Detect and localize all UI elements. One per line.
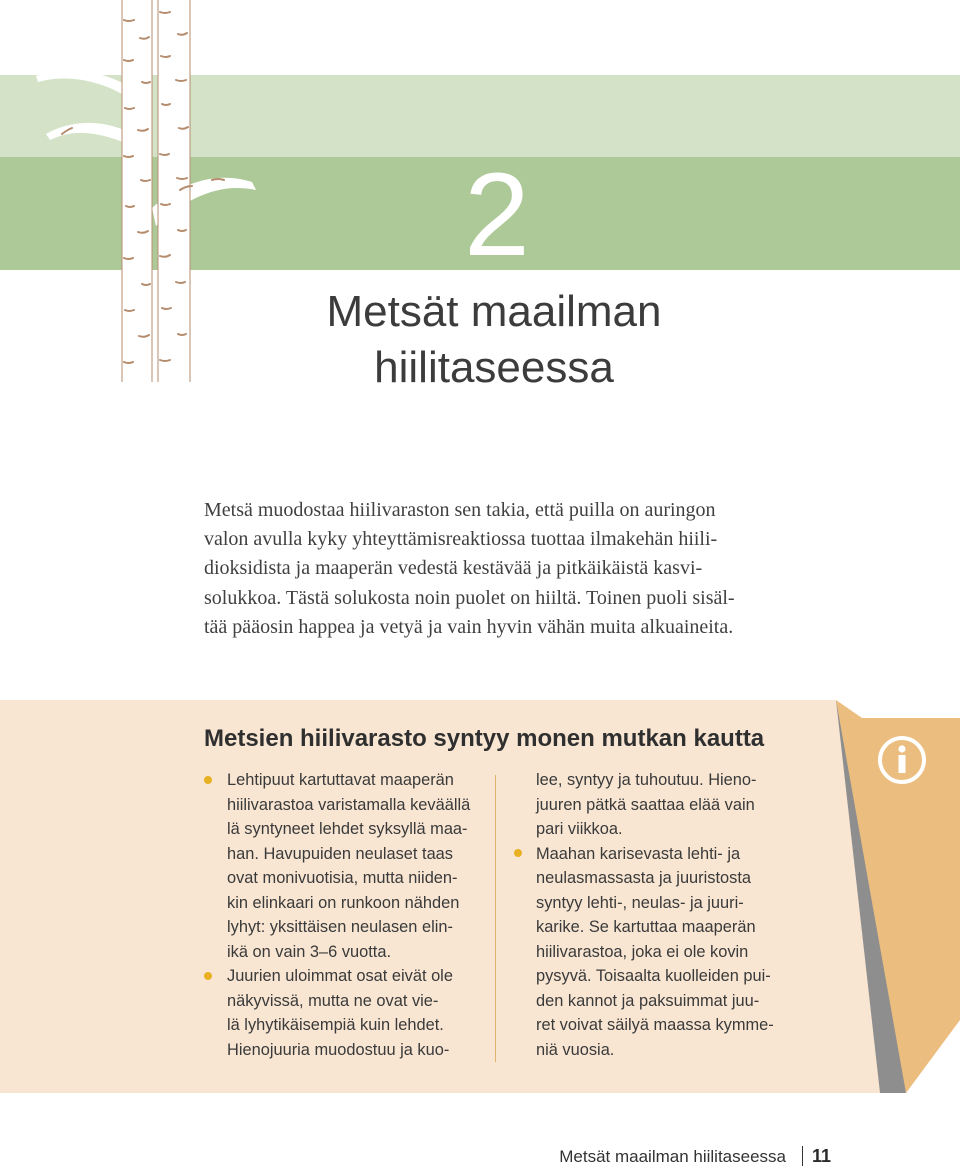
text-line: ret voivat säilyä maassa kymme- bbox=[536, 1016, 774, 1034]
text-line: den kannot ja paksuimmat juu- bbox=[536, 991, 760, 1010]
info-box-column-left bbox=[227, 768, 483, 1062]
intro-paragraph bbox=[204, 496, 788, 642]
chapter-number: 2 bbox=[464, 149, 530, 281]
info-box-column-right bbox=[536, 768, 798, 1062]
text-line: juuren pätkä saattaa elää vain bbox=[536, 795, 755, 814]
text-line: niä vuosia. bbox=[536, 1040, 615, 1059]
text-line: ovat monivuotisia, mutta niiden- bbox=[227, 869, 458, 887]
text-line: syntyy lehti-, neulas- ja juuri- bbox=[536, 893, 744, 912]
text-line: lä syntyneet lehdet syksyllä maa- bbox=[227, 820, 468, 838]
text-line: lä lyhytikäisempiä kuin lehdet. bbox=[227, 1016, 444, 1034]
text-line: han. Havupuiden neulaset taas bbox=[227, 844, 453, 863]
intro-line: solukkoa. Tästä solukosta noin puolet on hiiltä. Toinen puoli sisäl- bbox=[204, 586, 735, 609]
text-line: lee, syntyy ja tuhoutuu. Hieno- bbox=[536, 771, 757, 789]
text-line: pari viikkoa. bbox=[536, 820, 623, 838]
chapter-title-line: Metsät maailman bbox=[326, 287, 662, 336]
text-line: neulasmassasta ja juuristosta bbox=[536, 869, 752, 887]
info-icon bbox=[876, 734, 928, 786]
chapter-title bbox=[300, 284, 688, 396]
chapter-title-line: hiilitaseessa bbox=[374, 343, 614, 392]
text-line: karike. Se kartuttaa maaperän bbox=[536, 918, 756, 936]
text-line: näkyvissä, mutta ne ovat vie- bbox=[227, 991, 439, 1010]
intro-line: Metsä muodostaa hiilivaraston sen takia, että puilla on auringon bbox=[204, 499, 716, 521]
text-line: Lehtipuut kartuttavat maaperän bbox=[227, 771, 454, 789]
text-line: Juurien uloimmat osat eivät ole bbox=[227, 967, 453, 985]
bullet-marker bbox=[204, 972, 212, 980]
text-line: lyhyt: yksittäisen neulasen elin- bbox=[227, 918, 453, 936]
page-number: 11 bbox=[812, 1146, 832, 1166]
bullet-marker bbox=[204, 776, 212, 784]
info-box-heading: Metsien hiilivarasto syntyy monen mutkan kautta bbox=[204, 725, 765, 752]
text-line: Maahan karisevasta lehti- ja bbox=[536, 844, 741, 863]
intro-line: dioksidista ja maaperän vedestä kestävää ja pitkäikäistä kasvi- bbox=[204, 557, 703, 580]
intro-line: valon avulla kyky yhteyttämisreaktiossa tuottaa ilmakehän hiili- bbox=[204, 528, 718, 551]
text-line: ikä on vain 3–6 vuotta. bbox=[227, 942, 392, 961]
column-divider bbox=[495, 775, 496, 1062]
bullet-marker bbox=[514, 849, 522, 857]
birch-trees-illustration bbox=[0, 0, 280, 400]
text-line: Hienojuuria muodostuu ja kuo- bbox=[227, 1040, 450, 1059]
footer-running-title: Metsät maailman hiilitaseessa bbox=[559, 1147, 786, 1166]
text-line: hiilivarastoa, joka ei ole kovin bbox=[536, 942, 749, 961]
footer-separator bbox=[802, 1146, 803, 1166]
text-line: pysyvä. Toisaalta kuolleiden pui- bbox=[536, 967, 771, 985]
intro-line: tää pääosin happea ja vetyä ja vain hyvin vähän muita alkuaineita. bbox=[204, 615, 734, 638]
text-line: hiilivarastoa varistamalla keväällä bbox=[227, 795, 471, 814]
text-line: kin elinkaari on runkoon nähden bbox=[227, 893, 460, 912]
